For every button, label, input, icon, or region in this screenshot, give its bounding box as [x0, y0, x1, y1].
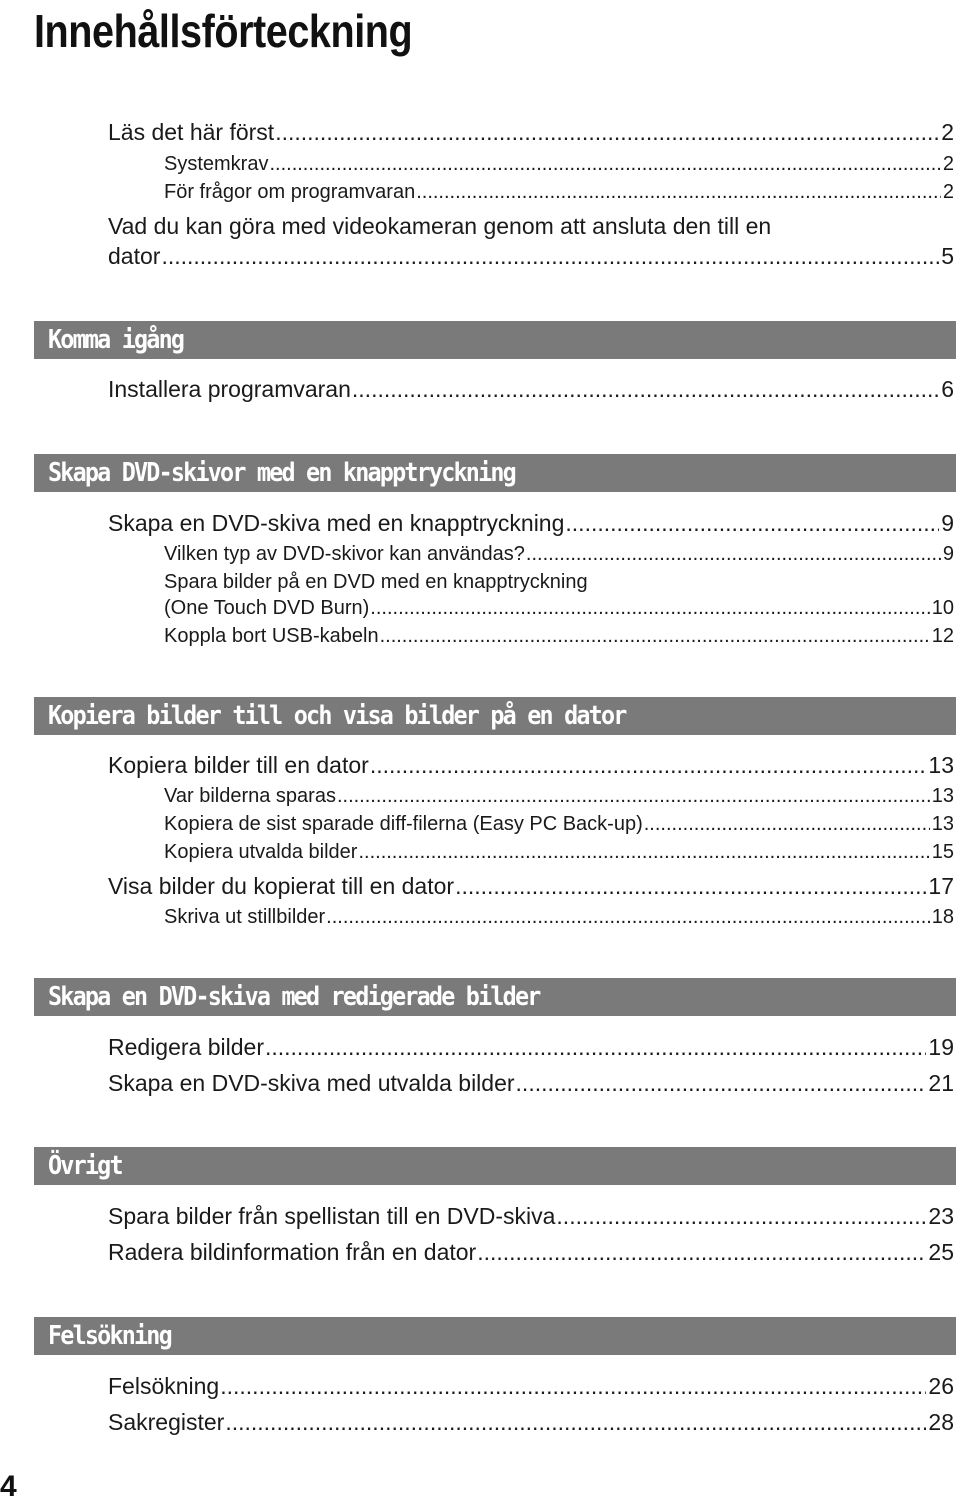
- toc-entry[interactable]: [108, 1409, 954, 1436]
- toc-entry-label: Kopiera bilder till en dator: [108, 752, 369, 778]
- toc-subentry[interactable]: [164, 543, 954, 566]
- toc-entry-label: Skapa en DVD-skiva med en knapptryckning: [108, 510, 565, 536]
- dot-leader: [380, 625, 930, 648]
- dot-leader: [556, 1203, 926, 1230]
- toc-entry-page: 17: [928, 873, 954, 899]
- toc-subentry[interactable]: [164, 181, 954, 204]
- toc-entry-page: 12: [931, 625, 954, 647]
- toc-entry-label: Installera programvaran: [108, 376, 351, 402]
- toc-entry-label: Felsökning: [108, 1373, 220, 1399]
- dot-leader: [269, 153, 940, 176]
- toc-entry-page: 9: [941, 510, 954, 536]
- toc-subentry[interactable]: [164, 841, 954, 864]
- dot-leader: [225, 1409, 926, 1436]
- section-title: Skapa en DVD-skiva med redigerade bilder: [48, 982, 540, 1012]
- toc-entry-page: 26: [928, 1373, 954, 1399]
- dot-leader: [337, 785, 930, 808]
- dot-leader: [352, 376, 939, 403]
- toc-subentry[interactable]: [164, 906, 954, 929]
- toc-entry-label: Skapa en DVD-skiva med utvalda bilder: [108, 1070, 515, 1096]
- dot-leader: [370, 752, 927, 779]
- toc-entry-label: Visa bilder du kopierat till en dator: [108, 873, 455, 899]
- toc-subentry[interactable]: [164, 813, 954, 836]
- toc-entry-label: Spara bilder från spellistan till en DVD-skiva: [108, 1203, 556, 1229]
- dot-leader: [526, 543, 941, 566]
- section-title: Komma igång: [48, 325, 184, 355]
- toc-entry-page: 18: [931, 906, 954, 928]
- toc-entry-page: 23: [928, 1203, 954, 1229]
- toc-entry[interactable]: [108, 1203, 954, 1230]
- section-title: Kopiera bilder till och visa bilder på en dator: [48, 701, 626, 731]
- page-title: Innehållsförteckning: [34, 5, 413, 57]
- toc-entry[interactable]: [108, 376, 954, 403]
- toc-entry-label: Läs det här först: [108, 119, 275, 145]
- section-title: Felsökning: [48, 1321, 171, 1351]
- toc-subentry[interactable]: [164, 153, 954, 176]
- dot-leader: [275, 119, 939, 146]
- toc-entry[interactable]: [108, 510, 954, 537]
- toc-entry-page: 2: [942, 181, 954, 203]
- toc-entry[interactable]: [108, 243, 954, 270]
- toc-entry-label: Radera bildinformation från en dator: [108, 1239, 477, 1265]
- toc-entry-label: Skriva ut stillbilder: [164, 906, 326, 928]
- dot-leader: [265, 1034, 926, 1061]
- toc-entry-page: 21: [928, 1070, 954, 1096]
- toc-entry-page: 13: [928, 752, 954, 778]
- dot-leader: [644, 813, 930, 836]
- toc-entry-label: Kopiera de sist sparade diff-filerna (Easy PC Back-up): [164, 813, 643, 835]
- toc-entry-label: dator: [108, 243, 161, 269]
- toc-entry-page: 13: [931, 785, 954, 807]
- dot-leader: [477, 1239, 926, 1266]
- section-header: [34, 697, 956, 735]
- dot-leader: [161, 243, 939, 270]
- toc-entry-page: 6: [941, 376, 954, 402]
- toc-entry[interactable]: [108, 873, 954, 900]
- dot-leader: [326, 906, 930, 929]
- toc-entry-label: Redigera bilder: [108, 1034, 264, 1060]
- section-title: Skapa DVD-skivor med en knapptryckning: [48, 458, 515, 488]
- toc-entry[interactable]: [108, 1373, 954, 1400]
- toc-entry-page: 2: [942, 153, 954, 175]
- toc-entry-page: 13: [931, 813, 954, 835]
- toc-entry[interactable]: [108, 1239, 954, 1266]
- section-header: [34, 321, 956, 359]
- toc-subentry[interactable]: [164, 785, 954, 808]
- toc-entry-label: Var bilderna sparas: [164, 785, 336, 807]
- toc-entry-page: 10: [931, 597, 954, 619]
- toc-entry-page: 25: [928, 1239, 954, 1265]
- dot-leader: [370, 597, 929, 620]
- toc-entry-page: 15: [931, 841, 954, 863]
- section-title: Övrigt: [48, 1151, 122, 1181]
- toc-entry[interactable]: [108, 119, 954, 146]
- toc-entry-label-line1: Vad du kan göra med videokameran genom att ansluta den till en: [108, 213, 772, 239]
- toc-entry-page: 5: [941, 243, 954, 269]
- section-header: [34, 454, 956, 492]
- toc-entry-label: Sakregister: [108, 1409, 225, 1435]
- toc-entry-page: 19: [928, 1034, 954, 1060]
- section-header: [34, 1147, 956, 1185]
- toc-subentry[interactable]: [164, 597, 954, 620]
- dot-leader: [516, 1070, 927, 1097]
- toc-entry-label-line1: Spara bilder på en DVD med en knapptryckning: [164, 571, 588, 593]
- toc-entry-label: Systemkrav: [164, 153, 269, 175]
- toc-entry-page: 28: [928, 1409, 954, 1435]
- dot-leader: [358, 841, 929, 864]
- toc-entry[interactable]: [108, 1070, 954, 1097]
- toc-entry[interactable]: [108, 1034, 954, 1061]
- toc-entry-label: För frågor om programvaran: [164, 181, 416, 203]
- section-header: [34, 978, 956, 1016]
- dot-leader: [455, 873, 926, 900]
- section-header: [34, 1317, 956, 1355]
- toc-entry-label: (One Touch DVD Burn): [164, 597, 370, 619]
- dot-leader: [416, 181, 941, 204]
- toc-subentry[interactable]: [164, 625, 954, 648]
- dot-leader: [220, 1373, 926, 1400]
- toc-entry-page: 2: [941, 119, 954, 145]
- dot-leader: [565, 510, 939, 537]
- page-number: 4: [0, 1470, 17, 1503]
- toc-entry-label: Koppla bort USB-kabeln: [164, 625, 379, 647]
- toc-entry-label: Kopiera utvalda bilder: [164, 841, 358, 863]
- toc-entry[interactable]: [108, 752, 954, 779]
- toc-entry-page: 9: [942, 543, 954, 565]
- toc-entry-label: Vilken typ av DVD-skivor kan användas?: [164, 543, 525, 565]
